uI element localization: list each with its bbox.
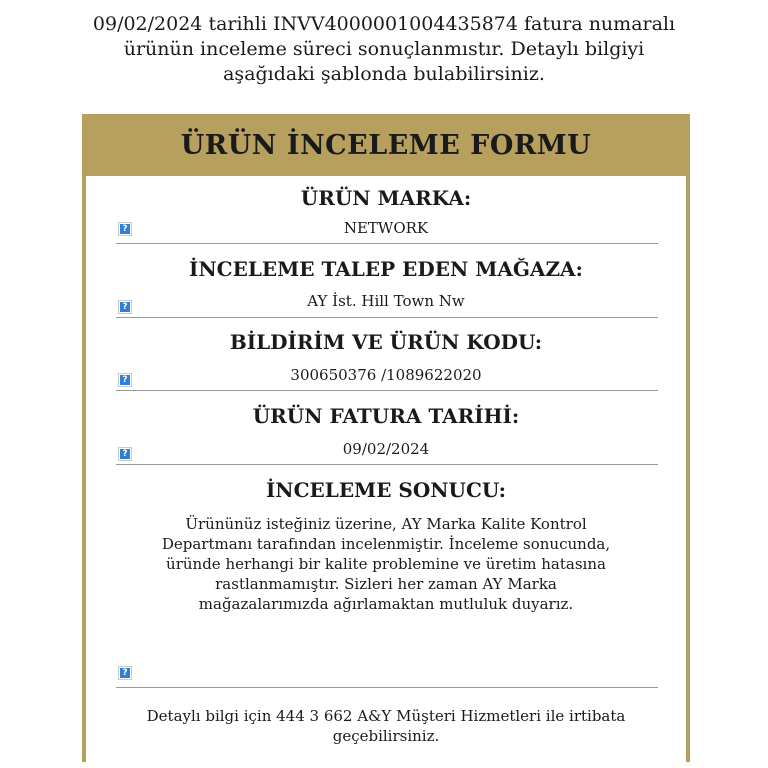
divider: [116, 317, 658, 318]
contact-line: Detaylı bilgi için 444 3 662 A&Y Müşteri Hizmetleri ile irtibata: [146, 707, 626, 725]
divider: [116, 464, 658, 465]
product-code-value: 300650376 /1089622020: [290, 366, 482, 384]
result-text: [126, 514, 646, 614]
question-icon: ?: [118, 222, 132, 236]
inspection-form: [82, 114, 690, 762]
question-icon: ?: [118, 373, 132, 387]
question-icon: ?: [118, 300, 132, 314]
brand-value: NETWORK: [343, 219, 429, 237]
divider: [116, 243, 658, 244]
invoice-date-label: ÜRÜN FATURA TARİHİ:: [252, 404, 520, 428]
question-icon: ?: [118, 666, 132, 680]
result-line: rastlanmamıştır. Sizleri her zaman AY Marka: [215, 575, 557, 593]
intro-line: aşağıdaki şablonda bulabilirsiniz.: [223, 63, 545, 85]
form-title: ÜRÜN İNCELEME FORMU: [180, 129, 592, 161]
form-body: [86, 176, 686, 762]
result-line: Ürününüz isteğiniz üzerine, AY Marka Kalite Kontrol: [185, 515, 587, 533]
intro-text: [0, 12, 768, 87]
product-code-label: BİLDİRİM VE ÜRÜN KODU:: [229, 330, 543, 354]
invoice-date-value: 09/02/2024: [342, 440, 430, 458]
contact-note: [106, 706, 666, 746]
divider: [116, 687, 658, 688]
store-label: İNCELEME TALEP EDEN MAĞAZA:: [189, 257, 583, 281]
contact-line: geçebilirsiniz.: [332, 727, 440, 745]
result-line: üründe herhangi bir kalite problemine ve üretim hatasına: [166, 555, 606, 573]
brand-label: ÜRÜN MARKA:: [300, 186, 472, 210]
intro-line: 09/02/2024 tarihli INVV4000001004435874 fatura numaralı: [92, 13, 676, 35]
question-icon: ?: [118, 447, 132, 461]
intro-line: ürünün inceleme süreci sonuçlanmıstır. Detaylı bilgiyi: [123, 38, 645, 60]
result-line: Departmanı tarafından incelenmiştir. İnceleme sonucunda,: [161, 535, 611, 553]
result-label: İNCELEME SONUCU:: [265, 478, 507, 502]
store-value: AY İst. Hill Town Nw: [307, 292, 465, 310]
divider: [116, 390, 658, 391]
result-line: mağazalarımızda ağırlamaktan mutluluk duyarız.: [198, 595, 574, 613]
